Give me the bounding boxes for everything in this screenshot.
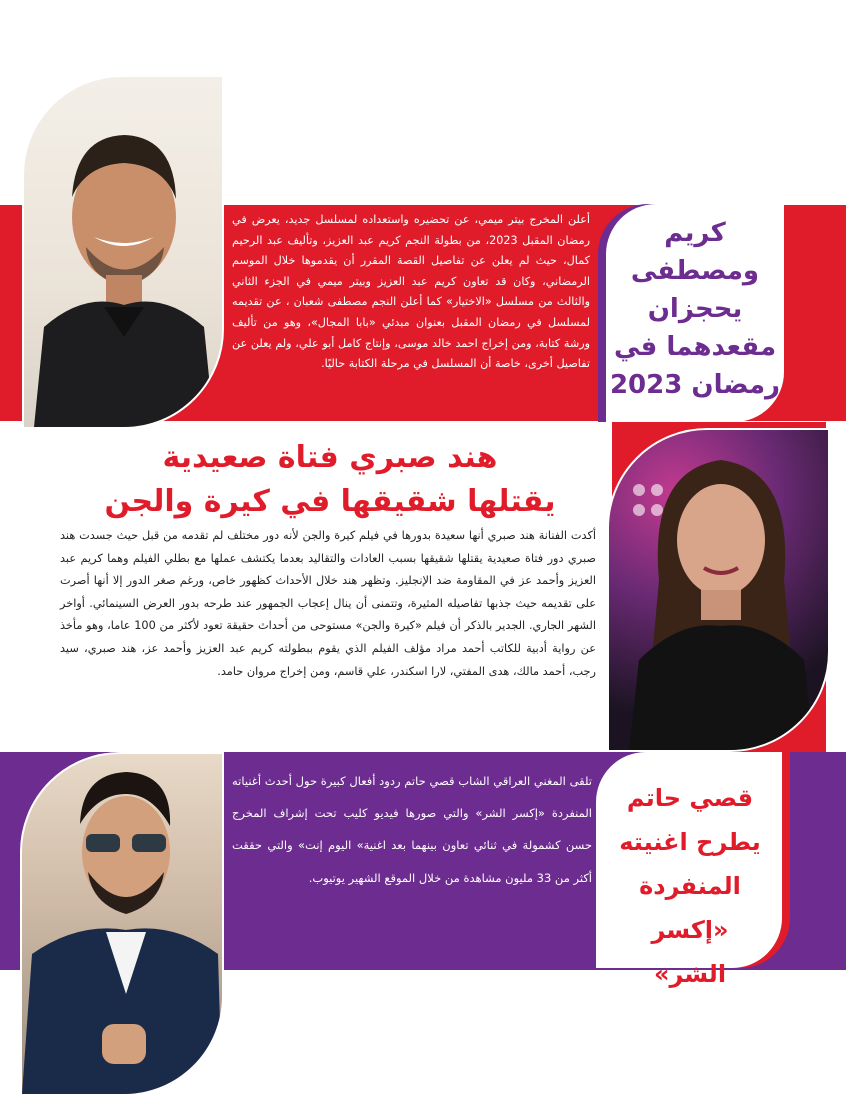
article2-title-line: هند صبري فتاة صعيدية	[162, 440, 498, 475]
article1-headline-line: يحجزان	[647, 294, 743, 324]
article1-headline-line: كريم	[664, 218, 726, 248]
article1-headline-line: رمضان 2023	[609, 370, 781, 400]
karim-portrait-illustration	[24, 77, 222, 427]
article2-title-line: يقتلها شقيقها في كيرة والجن	[104, 484, 556, 519]
article3-body: تلقى المغني العراقي الشاب قصي حاتم ردود أفعال كبيرة حول أحدث أغنياته المنفردة «إكسر الشر» والتي صورها فيديو كليب تحت إشراف المخرج حسن كشمولة في ثنائي تعاون بينهما بعد اغنية» اليوم إنت» والتي حققت أكثر من 33 مليون مشاهدة من خلال الموقع الشهير يوتيوب.	[232, 774, 592, 885]
article1-body: أعلن المخرج بيتر ميمي، عن تحضيره واستعداده لمسلسل جديد، يعرض في رمضان المقبل 2023، من بطولة النجم كريم عبد العزيز، وتأليف عبد الرحيم كمال، حيث لم يعلن عن تفاصيل القصة المقرر أن يقدموها خلال الموسم الرمضاني، وكان قد تعاون كريم عبد العزيز وبيتر ميمي في الجزء الثاني والثالث من مسلسل «الاختيار» كما أعلن النجم مصطفى شعبان ، عن تقديمه لمسلسل في رمضان المقبل بعنوان مبدئي «بابا المجال»، وهو من تأليف ورشة كتابة، ومن إخراج احمد خالد موسى، وإنتاج كامل أبو علي، ولم يعلن عن تفاصيل أخرى، خاصة أن المسلسل في مرحلة الكتابة حاليًا.	[232, 213, 590, 371]
hind-photo	[607, 428, 830, 752]
article3-headline-line: الشر»	[653, 960, 727, 988]
karim-photo	[22, 75, 224, 429]
qusay-photo	[20, 752, 224, 1096]
article2-body: أكدت الفنانة هند صبري أنها سعيدة بدورها في فيلم كيرة والجن لأنه دور مختلف لم تقدمه من قبل حيث جسدت هند صبري دور فتاة صعيدية يقتلها شقيقها بسبب العادات والتقاليد بعدما يكتشف عملها مع بطلي الفيلم وهما كريم عبد العزيز وأحمد عز في المقاومة ضد الإنجليز. وتظهر هند خلال الأحداث كظهور خاص، ورغم صغر الدور إلا أنها أصرت على تقديمه حيث جذبها تفاصيله المثيرة، وتتمنى أن ينال إعجاب الجمهور عند طرحه بدور العرض السينمائي. أواخر الشهر الجاري. الجدير بالذكر أن فيلم «كيرة والجن» مستوحى من أحداث حقيقة تعود لأكثر من 100 عاما، وهو مأخذ عن رواية أدبية للكاتب أحمد مراد مؤلف الفيلم الذي يقوم ببطولته كريم عبد العزيز وأحمد عز، هند صبري، سيد رجب، أحمد مالك، هدى المفتي، لارا اسكندر، علي قاسم، ومن إخراج مروان حامد.	[60, 529, 597, 678]
hind-portrait-illustration	[609, 430, 828, 750]
article1-headline-line: ومصطفى	[630, 256, 760, 286]
article3-headline	[600, 776, 780, 996]
article3-headline-line: يطرح اغنيته	[619, 828, 761, 856]
article3-headline-line: قصي حاتم	[626, 784, 754, 812]
article1-headline-line: مقعدهما في	[613, 332, 777, 362]
article1-headline	[606, 214, 784, 404]
qusay-portrait-illustration	[22, 754, 222, 1094]
article3-headline-line: المنفردة «إكسر	[639, 872, 741, 944]
article2-title	[60, 436, 600, 524]
